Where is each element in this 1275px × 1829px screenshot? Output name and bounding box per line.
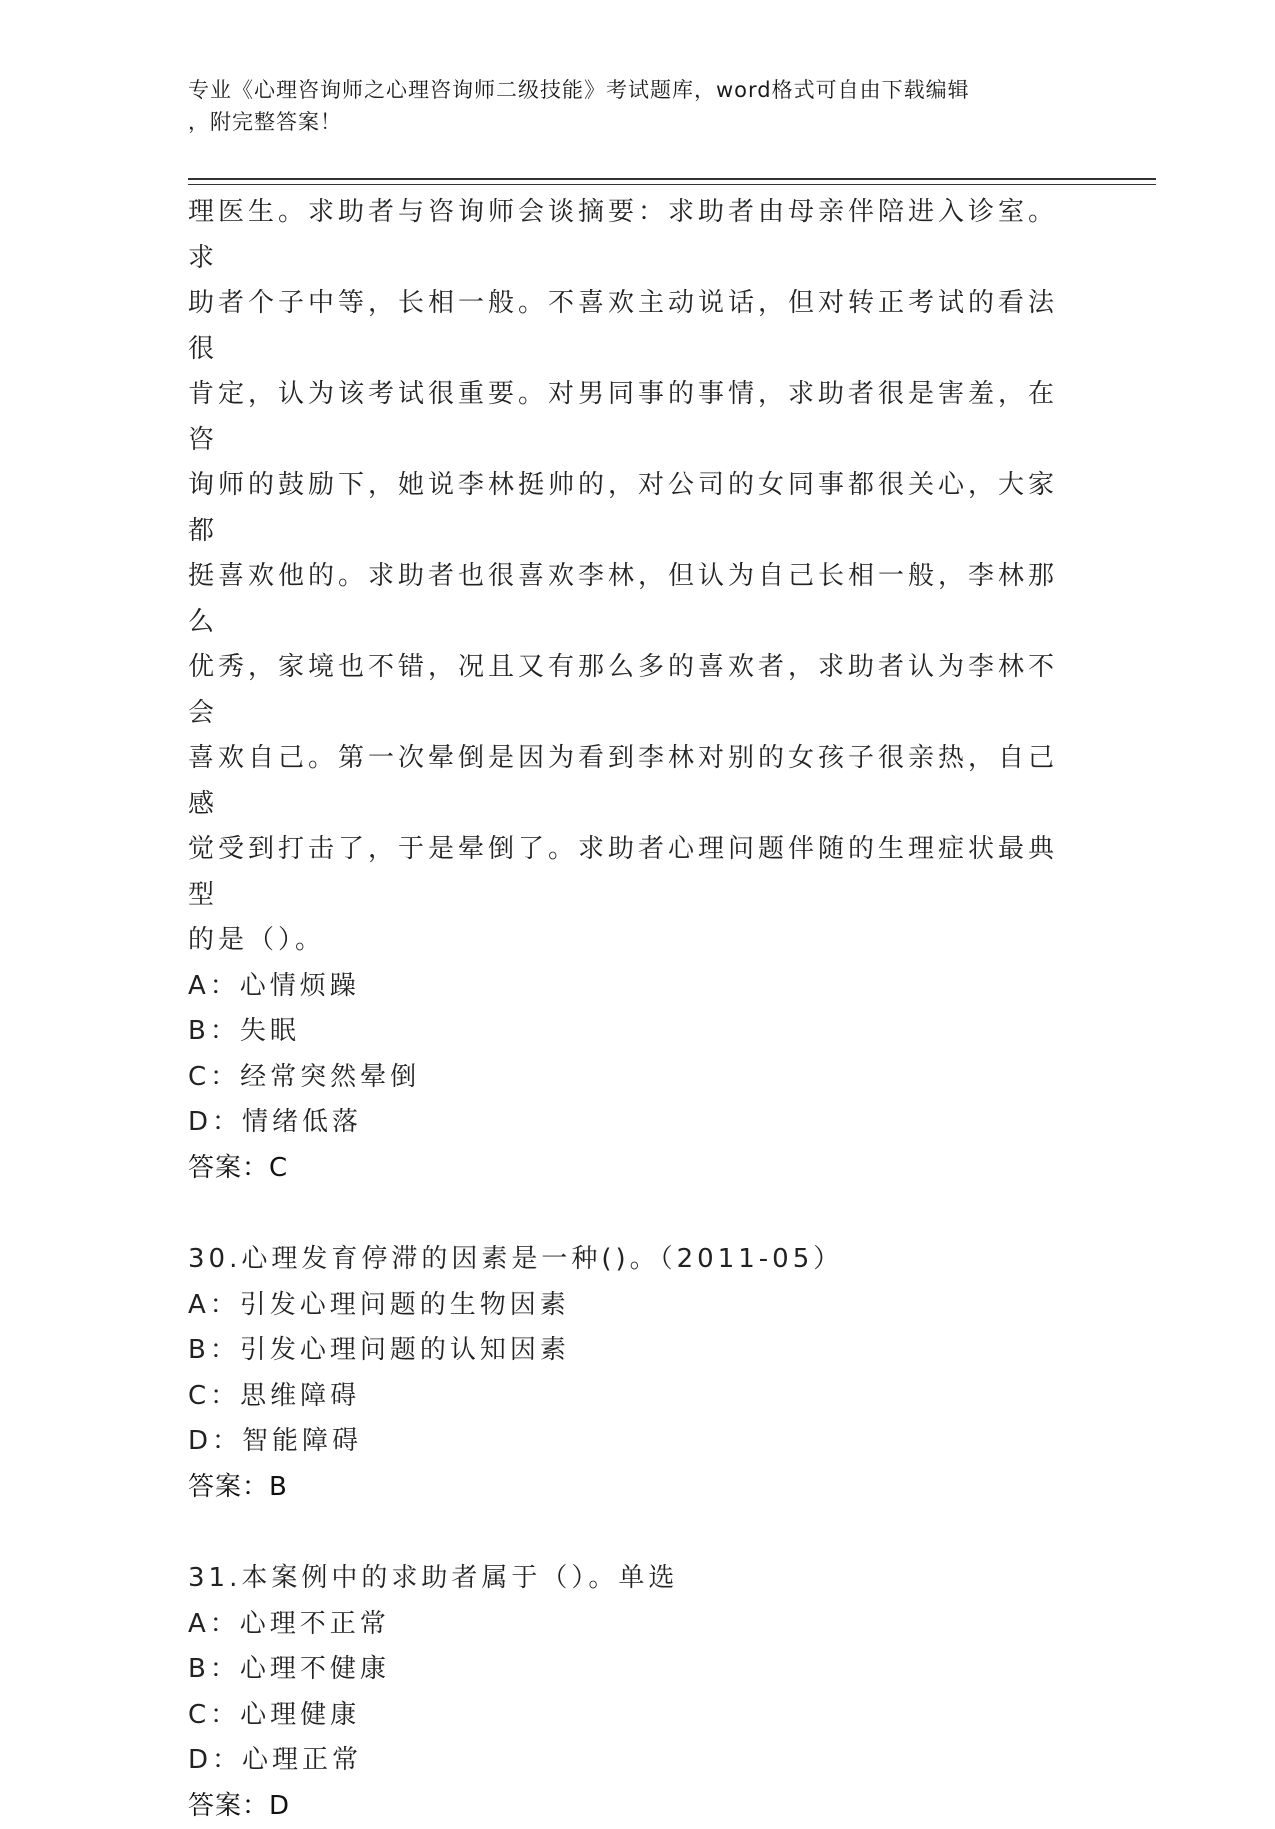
question-31 [188,1556,1068,1829]
header-title-line-1: 专业《心理咨询师之心理咨询师二级技能》考试题库，word格式可自由下载编辑 [188,74,1068,106]
question-30-option-b: B：引发心理问题的认知因素 [188,1328,1068,1374]
question-31-option-d: D：心理正常 [188,1738,1068,1784]
header-divider-thick [188,178,1156,180]
question-30-option-c: C：思维障碍 [188,1374,1068,1420]
question-31-option-b: B：心理不健康 [188,1647,1068,1693]
question-29-stem-line: 肯定，认为该考试很重要。对男同事的事情，求助者很是害羞，在咨 [188,372,1068,463]
spacer [188,1191,1068,1237]
question-29-stem-line: 助者个子中等，长相一般。不喜欢主动说话，但对转正考试的看法很 [188,281,1068,372]
question-31-stem: 31.本案例中的求助者属于（）。单选 [188,1556,1068,1602]
question-29-stem-line: 询师的鼓励下，她说李林挺帅的，对公司的女同事都很关心，大家都 [188,463,1068,554]
header-title-line-2: ，附完整答案！ [188,106,1068,138]
question-29-option-d: D：情绪低落 [188,1100,1068,1146]
question-29-option-b: B：失眠 [188,1009,1068,1055]
question-content [188,190,1068,1829]
question-29-stem-line: 优秀，家境也不错，况且又有那么多的喜欢者，求助者认为李林不会 [188,645,1068,736]
spacer [188,1510,1068,1556]
question-31-option-a: A：心理不正常 [188,1602,1068,1648]
question-31-option-c: C：心理健康 [188,1693,1068,1739]
question-29-option-c: C：经常突然晕倒 [188,1055,1068,1101]
question-29 [188,190,1068,1191]
question-29-answer: 答案：C [188,1146,1068,1192]
question-30-option-d: D：智能障碍 [188,1419,1068,1465]
question-30-stem: 30.心理发育停滞的因素是一种()。（2011-05） [188,1237,1068,1283]
question-29-stem-line: 觉受到打击了，于是晕倒了。求助者心理问题伴随的生理症状最典型 [188,827,1068,918]
document-header [188,74,1068,138]
header-divider-thin [188,184,1156,185]
question-30-option-a: A：引发心理问题的生物因素 [188,1283,1068,1329]
question-29-stem-line: 理医生。求助者与咨询师会谈摘要：求助者由母亲伴陪进入诊室。求 [188,190,1068,281]
question-29-option-a: A：心情烦躁 [188,964,1068,1010]
question-30-answer: 答案：B [188,1465,1068,1511]
question-30 [188,1237,1068,1510]
question-31-answer: 答案：D [188,1784,1068,1829]
question-29-stem-line: 挺喜欢他的。求助者也很喜欢李林，但认为自己长相一般，李林那么 [188,554,1068,645]
question-29-stem-line: 的是（）。 [188,918,1068,964]
question-29-stem-line: 喜欢自己。第一次晕倒是因为看到李林对别的女孩子很亲热，自己感 [188,736,1068,827]
